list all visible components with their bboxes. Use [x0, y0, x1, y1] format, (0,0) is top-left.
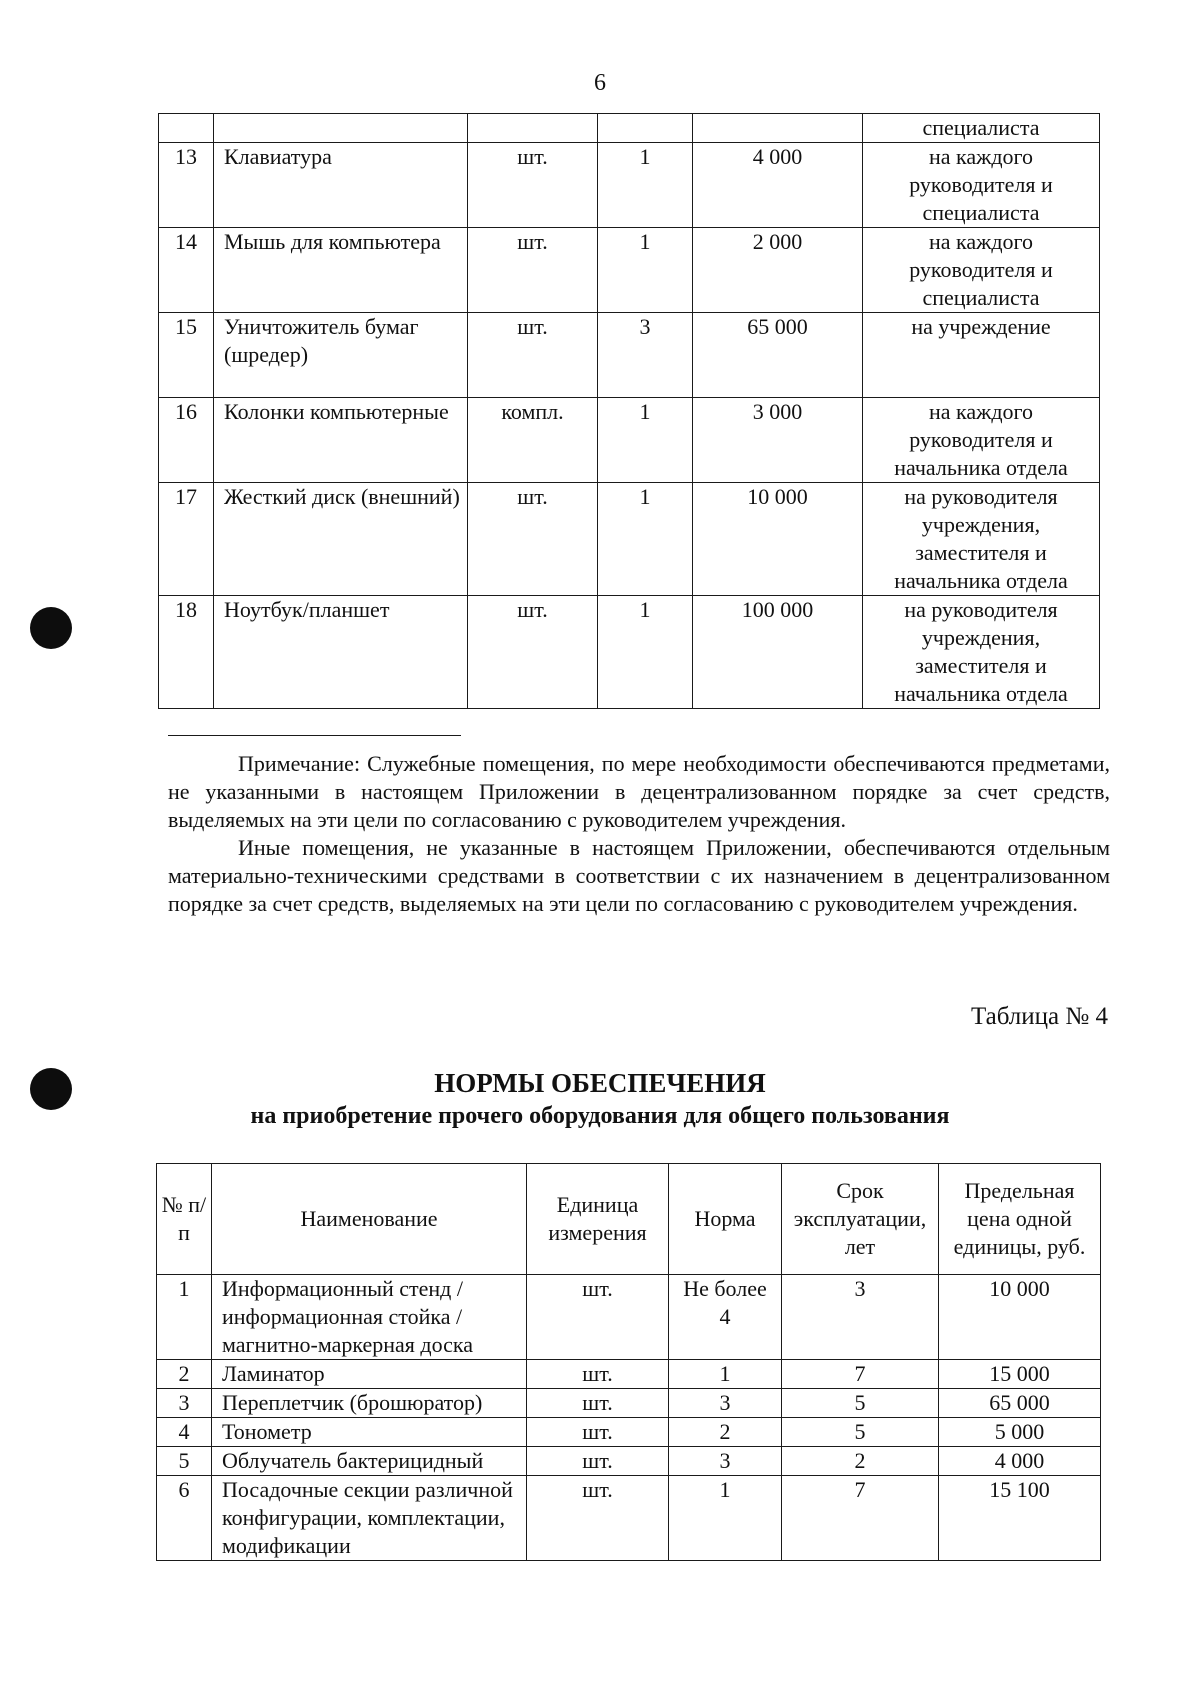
cell-unit: шт.: [527, 1476, 669, 1561]
header-name: Наименование: [212, 1164, 527, 1275]
cell-term: 5: [782, 1389, 939, 1418]
cell-price: 10 000: [693, 483, 863, 596]
header-price: Предельная цена одной единицы, руб.: [939, 1164, 1101, 1275]
cell-norm: 3: [669, 1389, 782, 1418]
cell-term: 3: [782, 1275, 939, 1360]
cell-price: 100 000: [693, 596, 863, 709]
cell-num: 16: [159, 398, 214, 483]
cell-price: 5 000: [939, 1418, 1101, 1447]
cell-price: 2 000: [693, 228, 863, 313]
page-number: 6: [594, 70, 606, 96]
cell-name: Ноутбук/планшет: [214, 596, 468, 709]
cell-term: 7: [782, 1476, 939, 1561]
section-subheading: на приобретение прочего оборудования для общего пользования: [250, 1103, 950, 1129]
cell-num: 17: [159, 483, 214, 596]
cell-norm: 3: [669, 1447, 782, 1476]
cell-unit: шт.: [468, 596, 598, 709]
cell-name: Тонометр: [212, 1418, 527, 1447]
cell-num: 15: [159, 313, 214, 398]
cell-unit: шт.: [527, 1418, 669, 1447]
cell-term: 2: [782, 1447, 939, 1476]
cell-price: 65 000: [939, 1389, 1101, 1418]
cell-assign: на руководителя учреждения, заместителя и начальника отдела: [863, 483, 1100, 596]
cell-unit: шт.: [527, 1275, 669, 1360]
cell-unit: шт.: [527, 1447, 669, 1476]
cell-price: 4 000: [939, 1447, 1101, 1476]
cell-norm: Не более 4: [669, 1275, 782, 1360]
cell-qty: 1: [598, 596, 693, 709]
norms-table: [156, 1163, 1101, 1561]
cell-name: Уничтожитель бумаг (шредер): [214, 313, 468, 398]
cell-assign: специалиста: [863, 114, 1100, 143]
table-row: [157, 1418, 1101, 1447]
table-row: [159, 313, 1100, 398]
header-num: № п/п: [157, 1164, 212, 1275]
cell-name: Облучатель бактерицидный: [212, 1447, 527, 1476]
cell-assign: на каждого руководителя и начальника отдела: [863, 398, 1100, 483]
cell-num: 4: [157, 1418, 212, 1447]
note-paragraph: Примечание: Служебные помещения, по мере необходимости обеспечиваются предметами, не указанными в настоящем Приложении в децентрализованном порядке за счет средств, выделяемых на эти цели по согласованию с руководителем учреждения.: [168, 751, 1110, 832]
cell-unit: шт.: [527, 1360, 669, 1389]
cell-num: 3: [157, 1389, 212, 1418]
cell-unit: шт.: [468, 143, 598, 228]
cell-qty: 3: [598, 313, 693, 398]
cell-price: 65 000: [693, 313, 863, 398]
cell-price: 15 000: [939, 1360, 1101, 1389]
cell-assign: на каждого руководителя и специалиста: [863, 143, 1100, 228]
table-row: [159, 228, 1100, 313]
table-row: [157, 1275, 1101, 1360]
cell-norm: 1: [669, 1360, 782, 1389]
table-row: [159, 114, 1100, 143]
note-paragraph: Иные помещения, не указанные в настоящем Приложении, обеспечиваются отдельным материально-техническими средствами в соответствии с их назначением в децентрализованном порядке за счет средств, выделяемых на эти цели по согласованию с руководителем учреждения.: [168, 835, 1110, 916]
cell-qty: 1: [598, 143, 693, 228]
cell-price: 3 000: [693, 398, 863, 483]
cell-num: 14: [159, 228, 214, 313]
header-norm: Норма: [669, 1164, 782, 1275]
equipment-table-continued: [158, 113, 1100, 709]
cell-price: 10 000: [939, 1275, 1101, 1360]
cell-num: [159, 114, 214, 143]
cell-name: Жесткий диск (внешний): [214, 483, 468, 596]
cell-qty: 1: [598, 228, 693, 313]
cell-unit: [468, 114, 598, 143]
cell-name: Посадочные секции различной конфигурации, комплектации, модификации: [212, 1476, 527, 1561]
cell-num: 2: [157, 1360, 212, 1389]
cell-term: 5: [782, 1418, 939, 1447]
footnote-divider: [168, 735, 461, 736]
cell-unit: шт.: [527, 1389, 669, 1418]
cell-price: 4 000: [693, 143, 863, 228]
cell-name: [214, 114, 468, 143]
cell-assign: на руководителя учреждения, заместителя и начальника отдела: [863, 596, 1100, 709]
cell-unit: компл.: [468, 398, 598, 483]
cell-num: 13: [159, 143, 214, 228]
cell-norm: 2: [669, 1418, 782, 1447]
cell-name: Информационный стенд / информационная стойка / магнитно-маркерная доска: [212, 1275, 527, 1360]
table-row: [159, 596, 1100, 709]
cell-unit: шт.: [468, 483, 598, 596]
cell-name: Мышь для компьютера: [214, 228, 468, 313]
cell-num: 5: [157, 1447, 212, 1476]
cell-name: Переплетчик (брошюратор): [212, 1389, 527, 1418]
cell-name: Ламинатор: [212, 1360, 527, 1389]
header-term: Срок эксплуатации, лет: [782, 1164, 939, 1275]
cell-name: Колонки компьютерные: [214, 398, 468, 483]
cell-unit: шт.: [468, 313, 598, 398]
punch-hole: [30, 607, 72, 649]
cell-num: 6: [157, 1476, 212, 1561]
header-unit: Единица измерения: [527, 1164, 669, 1275]
cell-name: Клавиатура: [214, 143, 468, 228]
cell-num: 18: [159, 596, 214, 709]
table-caption: Таблица № 4: [970, 1003, 1108, 1030]
cell-norm: 1: [669, 1476, 782, 1561]
table-row: [159, 483, 1100, 596]
cell-unit: шт.: [468, 228, 598, 313]
cell-price: [693, 114, 863, 143]
table-row: [157, 1389, 1101, 1418]
cell-qty: 1: [598, 398, 693, 483]
cell-qty: 1: [598, 483, 693, 596]
cell-assign: на каждого руководителя и специалиста: [863, 228, 1100, 313]
cell-term: 7: [782, 1360, 939, 1389]
cell-qty: [598, 114, 693, 143]
table-header-row: [157, 1164, 1101, 1275]
table-row: [157, 1476, 1101, 1561]
cell-assign: на учреждение: [863, 313, 1100, 398]
table-row: [157, 1447, 1101, 1476]
cell-price: 15 100: [939, 1476, 1101, 1561]
table-row: [159, 398, 1100, 483]
cell-num: 1: [157, 1275, 212, 1360]
table-row: [157, 1360, 1101, 1389]
table-row: [159, 143, 1100, 228]
section-heading: НОРМЫ ОБЕСПЕЧЕНИЯ: [434, 1068, 766, 1098]
